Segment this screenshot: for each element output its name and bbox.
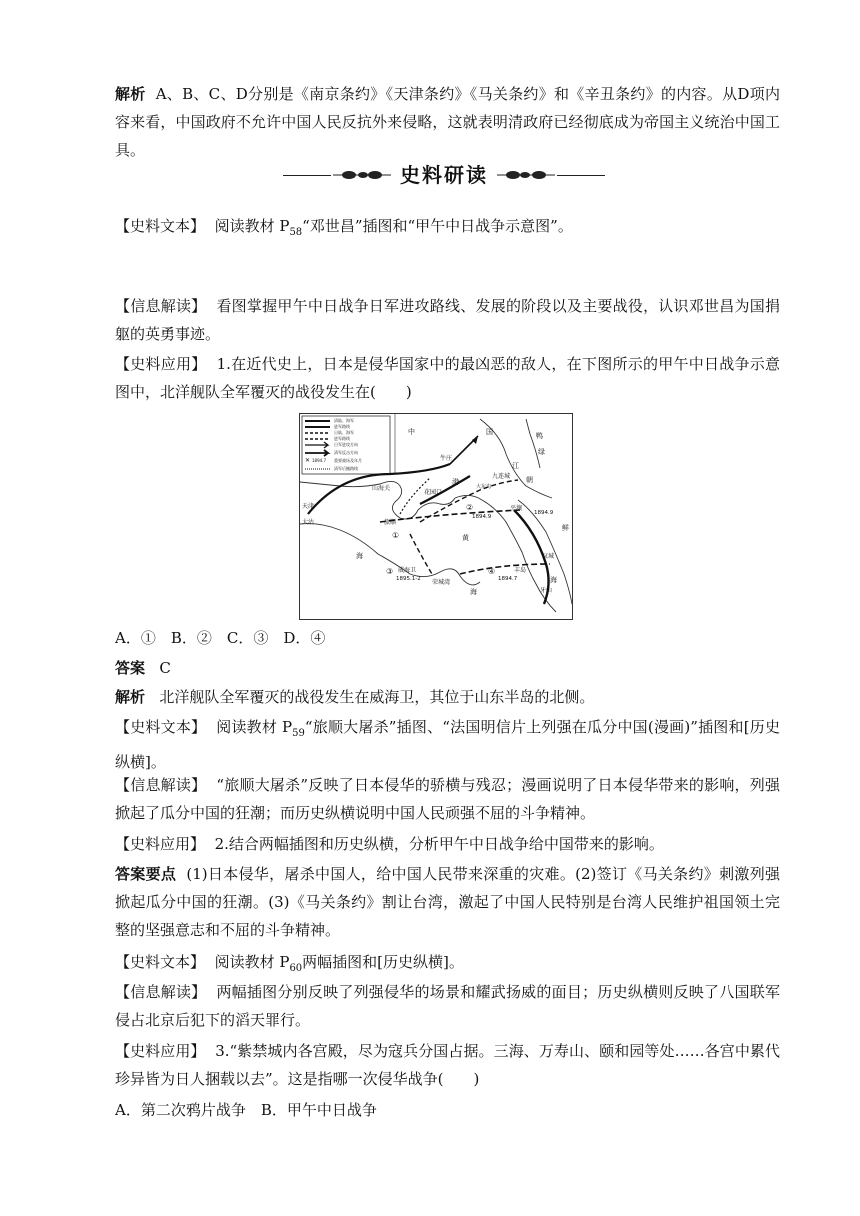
map-place-label: 天津 <box>302 503 315 510</box>
legend-item: 重要战场及年月 <box>334 458 362 463</box>
material-text-post: 两幅插图和[历史纵横]。 <box>302 953 464 971</box>
section-header <box>283 160 605 190</box>
question-1-options: A．① B．② C．③ D．④ <box>115 629 326 647</box>
map-place-label: 平壤 <box>510 505 523 512</box>
question-3: 3.“紫禁城内各宫殿，尽为寇兵分国占据。三海、万寿山、颐和园等处……各宫中累代珍异皆为日人捆载以去”。这是指哪一次侵华战争( ) <box>115 1042 780 1088</box>
battle-number: ③ <box>386 567 394 576</box>
material-text-post: “旅顺大屠杀”插图、“法国明信片上列强在瓜分中国(漫画)”插图和[历史纵横]。 <box>115 718 780 771</box>
block3-apply <box>115 1037 780 1093</box>
material-text-pre: 阅读教材 P <box>214 953 290 971</box>
battle-number: ① <box>392 531 400 540</box>
map-label: 海 <box>470 588 477 596</box>
apply-label: 【史料应用】 <box>115 355 207 373</box>
info-text: 看图掌握甲午中日战争日军进攻路线、发展的阶段以及主要战役，认识邓世昌为国捐躯的英勇事迹。 <box>115 297 780 343</box>
apply-label: 【史料应用】 <box>115 1042 206 1060</box>
map-label: 中 <box>408 428 415 436</box>
answer-points-2 <box>115 860 780 944</box>
analysis-label: 解析 <box>115 85 146 103</box>
map-date-label: 1894.9 <box>472 514 492 520</box>
legend-date: 1894.7 <box>312 458 326 463</box>
battle-number: ④ <box>488 567 496 576</box>
answer-label: 答案 <box>115 659 146 677</box>
map-label: 渤 <box>452 478 459 486</box>
battle-mark-icon: ✕ <box>305 457 311 464</box>
ornament-left-icon <box>333 169 391 181</box>
material-text-post: “邓世昌”插图和“甲午中日战争示意图”。 <box>302 217 573 235</box>
map-label: 绿 <box>538 448 545 456</box>
map-label: 朝 <box>526 476 533 484</box>
analysis-paragraph <box>115 80 780 164</box>
map-place-label: 大沽 <box>302 519 315 526</box>
map-label: 江 <box>512 462 519 470</box>
map-label: 海 <box>356 552 363 560</box>
section-title: 史料研读 <box>400 163 488 187</box>
legend-item: 清军反击方向 <box>334 450 358 455</box>
map-date-label: 1894.9 <box>534 510 554 516</box>
map-place-label: 旅顺 <box>384 519 397 526</box>
legend-item: 清军后撤路线 <box>334 466 358 471</box>
block2-apply <box>115 830 780 858</box>
analysis-label: 解析 <box>115 688 146 706</box>
block1-apply <box>115 350 780 406</box>
page-number: 59 <box>292 728 305 739</box>
map-place-label: 牛庄 <box>440 455 453 462</box>
map-place-label: 山海关 <box>372 485 391 492</box>
question-1: 1.在近代史上，日本是侵华国家中的最凶恶的敌人，在下图所示的甲午中日战争示意图中，北洋舰队全军覆灭的战役发生在( ) <box>115 355 780 401</box>
map-label: 国 <box>486 428 493 436</box>
legend-item: 进军路线 <box>334 424 350 429</box>
analysis-text: A、B、C、D分别是《南京条约》《天津条约》《马关条约》和《辛丑条约》的内容。从D项内容来看，中国政府不允许中国人民反抗外来侵略，这就表明清政府已经彻底成为帝国主义统治中国工具。 <box>115 85 780 159</box>
map-label: 黄 <box>462 534 469 542</box>
map-label: 鸭 <box>536 432 543 440</box>
map-place-label: 花园口 <box>424 489 443 496</box>
map-place-label: 大东沟 <box>476 484 492 490</box>
legend-item: 进军路线 <box>334 436 350 441</box>
info-label: 【信息解读】 <box>115 297 207 315</box>
answer-points-text: (1)日本侵华，屠杀中国人，给中国人民带来深重的灾难。(2)签订《马关条约》刺激列强掀起瓜分中国的狂潮。(3)《马关条约》割让台湾，激起了中国人民特别是台湾人民维护祖国领土完整的坚强意志和不屈的斗争精神。 <box>115 865 780 939</box>
map-label: 海 <box>550 576 557 584</box>
answer-points-label: 答案要点 <box>115 865 177 883</box>
legend-item: 日陆、海军 <box>334 430 354 435</box>
ornament-right-icon <box>497 169 555 181</box>
material-text-pre: 阅读教材 P <box>214 217 290 235</box>
map-date-label: 1894.7 <box>498 576 518 582</box>
answer-1 <box>115 654 780 682</box>
analysis-1 <box>115 683 780 711</box>
material-text-label: 【史料文本】 <box>115 953 206 971</box>
divider-left <box>283 175 331 176</box>
sino-japanese-war-map <box>299 413 573 620</box>
question-3-options: A．第二次鸦片战争 B．甲午中日战争 <box>115 1101 377 1119</box>
info-label: 【信息解读】 <box>115 983 207 1001</box>
map-place-label: 牙山 <box>540 587 553 594</box>
map-label: 鲜 <box>562 524 569 532</box>
page-number: 58 <box>289 227 303 238</box>
battle-number: ② <box>466 503 474 512</box>
block2-text <box>115 713 780 776</box>
map-place-label: 九连城 <box>492 473 511 480</box>
answer-value: C <box>159 659 171 677</box>
block1-text <box>115 212 780 247</box>
material-text-pre: 阅读教材 P <box>216 718 293 736</box>
material-text-label: 【史料文本】 <box>115 718 207 736</box>
question-2: 2.结合两幅插图和历史纵横，分析甲午中日战争给中国带来的影响。 <box>214 835 664 853</box>
legend-item: 清陆、海军 <box>334 418 354 423</box>
apply-label: 【史料应用】 <box>115 835 206 853</box>
legend-item: 日军进攻方向 <box>334 442 358 447</box>
divider-right <box>557 175 605 176</box>
block3-info <box>115 978 780 1034</box>
material-text-label: 【史料文本】 <box>115 217 206 235</box>
map-date-label: 1895.1-2 <box>396 576 421 582</box>
block2-info <box>115 771 780 827</box>
info-text: “旅顺大屠杀”反映了日本侵华的骄横与残忍；漫画说明了日本侵华带来的影响，列强掀起了瓜分中国的狂潮；而历史纵横说明中国人民顽强不屈的斗争精神。 <box>115 776 780 822</box>
map-place-label: 威海卫 <box>398 567 417 574</box>
info-label: 【信息解读】 <box>115 776 207 794</box>
analysis-text: 北洋舰队全军覆灭的战役发生在威海卫，其位于山东半岛的北侧。 <box>159 688 595 706</box>
page-number: 60 <box>289 963 303 974</box>
map-place-label: 汉城 <box>542 553 555 560</box>
map-place-label: 荣城湾 <box>432 579 451 586</box>
map-place-label: 丰岛 <box>514 567 527 574</box>
info-text: 两幅插图分别反映了列强侵华的场景和耀武扬威的面目；历史纵横则反映了八国联军侵占北京后犯下的滔天罪行。 <box>115 983 780 1029</box>
block1-info <box>115 292 780 348</box>
